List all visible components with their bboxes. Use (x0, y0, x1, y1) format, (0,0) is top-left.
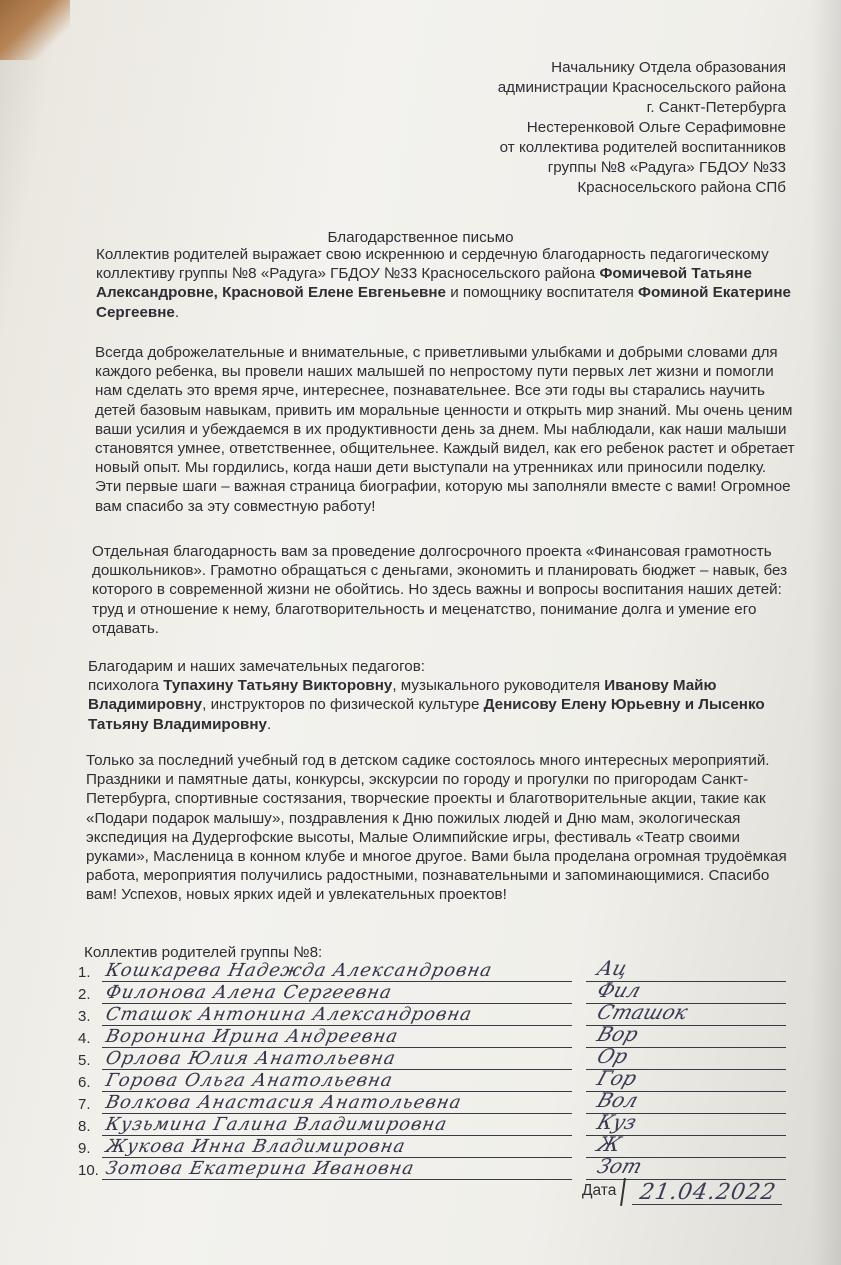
signature: Вол (594, 1088, 642, 1112)
bold-names: Фомичевой Татьяне Александровне, Красновой Елене Евгеньевне (96, 265, 752, 302)
text-run: . (174, 303, 180, 321)
date-underline (632, 1204, 782, 1205)
signer-handwritten-name: Зотова Екатерина Ивановна (103, 1158, 417, 1179)
signer-handwritten-name: Кошкарева Надежда Александровна (103, 960, 495, 981)
signer-row (78, 1044, 788, 1070)
paragraph-teachers (88, 657, 788, 734)
signer-number: 10. (78, 1162, 99, 1179)
bold-names: Денисову Елену Юрьевну и Лысенко Татьяну Владимировну (88, 696, 765, 733)
signer-row (78, 1154, 788, 1180)
signature: Зот (594, 1154, 646, 1178)
addressee-line: от коллектива родителей воспитанников (499, 139, 786, 156)
text-run: психолога (88, 677, 164, 695)
signer-number: 5. (78, 1052, 91, 1069)
paragraph-gratitude: Всегда доброжелательные и внимательные, с приветливыми улыбками и добрыми словами для каждого ребенка, вы провели наших малышей по непростому пути первых лет жизни и помогли нам сделать это время ярче, интереснее, познавательнее. Все эти годы вы старались научить детей базовым навыкам, привить им моральные ценности и открыть мир знаний. Мы очень ценим ваши усилия и убеждаемся в их продуктивности день за днем. Мы наблюдали, как наши малыши становятся умнее, ответственнее, общительнее. Каждый видел, как его ребенок растет и обретает новый опыт. Мы гордились, когда наши дети выступали на утренниках или приносили поделку. Эти первые шаги – важная страница биографии, которую мы заполняли вместе с вами! Огромное вам спасибо за эту совместную работу! (95, 344, 795, 515)
signer-number: 6. (78, 1074, 91, 1091)
text-run: и помощнику воспитателя (445, 284, 639, 302)
signature: Вор (594, 1022, 642, 1046)
signer-number: 1. (78, 964, 91, 981)
signer-handwritten-name: Филонова Алена Сергеевна (103, 982, 395, 1003)
text-run: , инструкторов по физической культуре (202, 696, 484, 714)
addressee-line: Нестеренковой Ольге Серафимовне (526, 119, 786, 136)
signer-handwritten-name: Сташок Антонина Александровна (103, 1004, 475, 1025)
text-run: , музыкального руководителя (392, 677, 605, 695)
letter-title: Благодарственное письмо (327, 229, 514, 246)
signer-number: 7. (78, 1096, 91, 1113)
date-handwritten-value: 21.04.2022 (637, 1180, 779, 1205)
signer-row (78, 1022, 788, 1048)
signer-handwritten-name: Орлова Юлия Анатольевна (103, 1048, 399, 1069)
signature: Ор (594, 1044, 632, 1068)
signer-row (78, 1132, 788, 1158)
signature: Гор (594, 1066, 640, 1090)
signers-heading: Коллектив родителей группы №8: (84, 944, 323, 961)
bold-name: Тупахину Татьяну Викторовну (163, 677, 393, 695)
signer-row (78, 1000, 788, 1026)
signature: Ац (594, 956, 632, 980)
signer-row (78, 1110, 788, 1136)
signer-number: 3. (78, 1008, 91, 1025)
signer-number: 8. (78, 1118, 91, 1135)
signer-handwritten-name: Воронина Ирина Андреевна (103, 1026, 401, 1047)
addressee-block (366, 58, 786, 198)
signature: Ж (594, 1132, 625, 1156)
addressee-line: г. Санкт-Петербурга (646, 99, 786, 116)
name-underline (102, 1179, 572, 1180)
signer-handwritten-name: Горова Ольга Анатольевна (103, 1070, 395, 1091)
bold-name: Иванову Майю Владимировну (88, 677, 717, 714)
bold-name: Фоминой Екатерине Сергеевне (96, 284, 791, 321)
signer-handwritten-name: Кузьмина Галина Владимировна (103, 1114, 450, 1135)
signer-number: 4. (78, 1030, 91, 1047)
signer-number: 9. (78, 1140, 91, 1157)
text-line: Благодарим и наших замечательных педагогов: (88, 658, 426, 675)
signer-number: 2. (78, 986, 91, 1003)
date-separator (620, 1178, 626, 1206)
paragraph-project: Отдельная благодарность вам за проведение долгосрочного проекта «Финансовая грамотность дошкольников». Грамотно обращаться с деньгами, экономить и планировать бюджет – навык, без которого в современной жизни не обойтись. Но здесь важны и вопросы воспитания наших детей: труд и отношение к нему, благотворительность и меценатство, понимание долга и умение его отдавать. (92, 543, 788, 637)
signature: Куз (594, 1110, 640, 1134)
signer-row (78, 1066, 788, 1092)
signature: Фил (594, 978, 645, 1002)
signature: Сташок (594, 1000, 692, 1024)
signer-row (78, 956, 788, 982)
date-label: Дата (582, 1182, 617, 1199)
signer-handwritten-name: Жукова Инна Владимировна (103, 1136, 408, 1157)
addressee-line: Начальнику Отдела образования (551, 59, 786, 76)
signer-handwritten-name: Волкова Анастасия Анатольевна (103, 1092, 464, 1113)
signer-row (78, 1088, 788, 1114)
addressee-line: группы №8 «Радуга» ГБДОУ №33 (547, 159, 786, 176)
text-run: . (266, 715, 272, 733)
addressee-line: Красносельского района СПб (577, 179, 786, 196)
addressee-line: администрации Красносельского района (497, 79, 786, 96)
paragraph-events: Только за последний учебный год в детском садике состоялось много интересных мероприятий. Праздники и памятные даты, конкурсы, экскурсии по городу и прогулки по пригородам Санкт-Петербурга, спортивные состязания, творческие проекты и благотворительные акции, такие как «Подари подарок малышу», поздравления к Дню пожилых людей и Дню мам, экологическая экспедиция на Дудергофские высоты, Малые Олимпийские игры, фестиваль «Театр своими руками», Масленица в конном клубе и многое другое. Вами была проделана огромная трудоёмкая работа, мероприятия получились радостными, познавательными и запоминающимися. Спасибо вам! Успехов, новых ярких идей и увлекательных проектов! (86, 752, 787, 904)
paragraph-intro (96, 245, 796, 322)
text-run: Коллектив родителей выражает свою искреннюю и сердечную благодарность педагогическому коллективу группы №8 «Радуга» ГБДОУ №33 Красносельского района (96, 246, 769, 283)
